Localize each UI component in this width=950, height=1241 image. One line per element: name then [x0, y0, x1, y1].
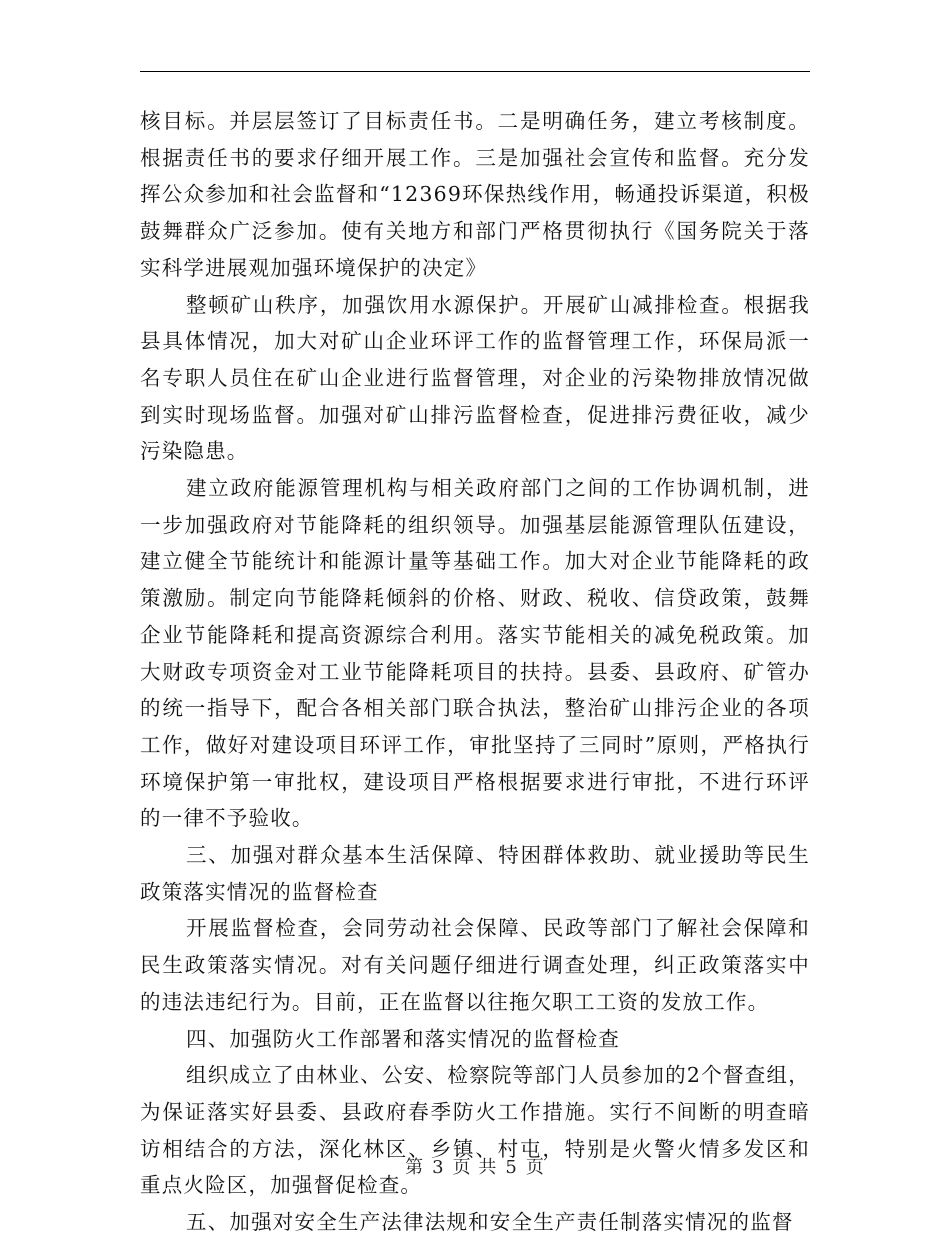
- paragraph-4: 开展监督检查，会同劳动社会保障、民政等部门了解社会保障和民生政策落实情况。对有关问题仔细进行调查处理，纠正政策落实中的违法违纪行为。目前，正在监督以往拖欠职工工资的发放工作。: [140, 916, 810, 1014]
- section-heading-5: 五、加强对安全生产法律法规和安全生产责任制落实情况的监督: [186, 1210, 794, 1235]
- footer-prefix: 第: [405, 1157, 425, 1178]
- section-heading-4: 四、加强防火工作部署和落实情况的监督检查: [186, 1026, 620, 1051]
- section-heading-3: 三、加强对群众基本生活保障、特困群体救助、就业援助等民生政策落实情况的监督检查: [140, 843, 810, 904]
- paragraph-5: 组织成立了由林业、公安、检察院等部门人员参加的2个督查组，为保证落实好县委、县政府春季防火工作措施。实行不间断的明查暗访相结合的方法，深化林区、乡镇、村屯，特别是火警火情多发区和重点火险区，加强督促检查。: [140, 1063, 810, 1198]
- footer-middle: 页 共: [452, 1157, 498, 1178]
- paragraph-3: 建立政府能源管理机构与相关政府部门之间的工作协调机制，进一步加强政府对节能降耗的组织领导。加强基层能源管理队伍建设，建立健全节能统计和能源计量等基础工作。加大对企业节能降耗的政策激励。制定向节能降耗倾斜的价格、财政、税收、信贷政策，鼓舞企业节能降耗和提高资源综合利用。落实节能相关的减免税政策。加大财政专项资金对工业节能降耗项目的扶持。县委、县政府、矿管办的统一指导下，配合各相关部门联合执法，整治矿山排污企业的各项工作，做好对建设项目环评工作，审批坚持了三同时”原则，严格执行环境保护第一审批权，建设项目严格根据要求进行审批，不进行环评的一律不予验收。: [140, 476, 810, 831]
- footer-total-pages: 5: [505, 1157, 518, 1178]
- paragraph-2: 整顿矿山秩序，加强饮用水源保护。开展矿山减排检查。根据我县具体情况，加大对矿山企业环评工作的监督管理工作，环保局派一名专职人员住在矿山企业进行监督管理，对企业的污染物排放情况做到实时现场监督。加强对矿山排污监督检查，促进排污费征收，减少污染隐患。: [140, 292, 810, 464]
- document-body: [140, 103, 810, 1241]
- footer-current-page: 3: [432, 1157, 445, 1178]
- paragraph-1: 核目标。并层层签订了目标责任书。二是明确任务，建立考核制度。根据责任书的要求仔细开展工作。三是加强社会宣传和监督。充分发挥公众参加和社会监督和“12369环保热线作用，畅通投诉渠道，积极鼓舞群众广泛参加。使有关地方和部门严格贯彻执行《国务院关于落实科学进展观加强环境保护的决定》: [140, 109, 810, 280]
- page-footer: [0, 1153, 950, 1179]
- header-rule: [140, 71, 810, 72]
- footer-suffix: 页: [525, 1157, 545, 1178]
